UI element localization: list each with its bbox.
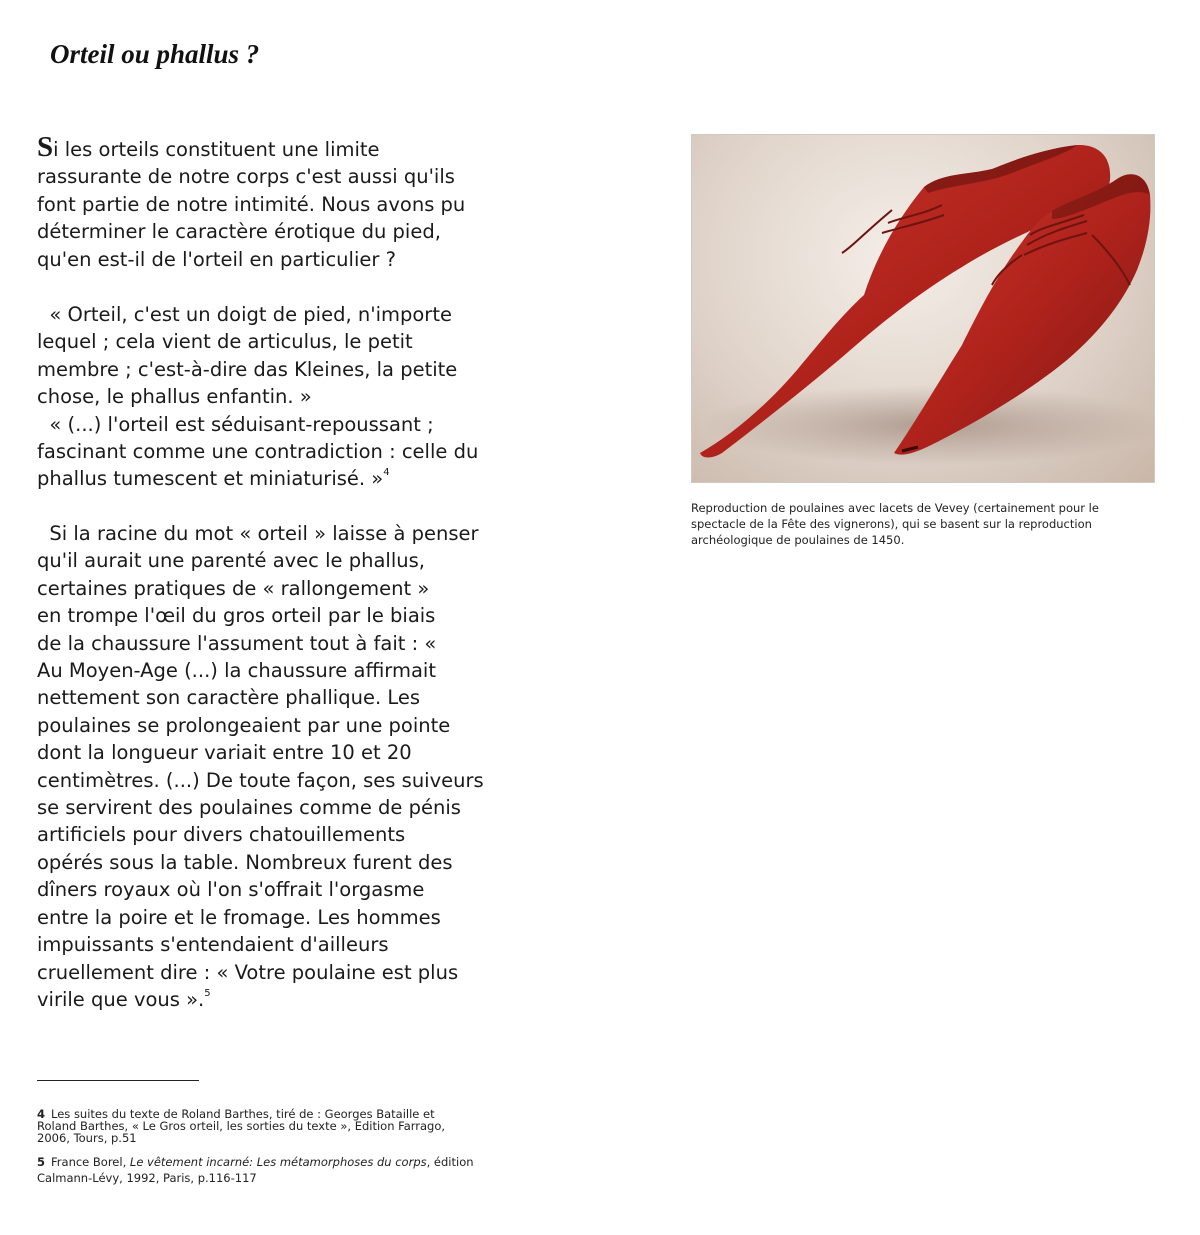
text-line: « (...) l'orteil est séduisant-repoussant ; [37, 412, 434, 436]
text-line [37, 465, 507, 492]
text-line [37, 986, 507, 1013]
text-line: Au Moyen-Age (...) la chaussure affirmait [37, 659, 436, 683]
footnote-number: 5 [37, 1155, 46, 1169]
paragraph-intro [37, 131, 507, 273]
text-line: dîners royaux où l'on s'offrait l'orgasme [37, 878, 425, 902]
text-line: déterminer le caractère érotique du pied, [37, 220, 441, 244]
text-line: « Orteil, c'est un doigt de pied, n'importe [37, 303, 452, 326]
text-line: en trompe l'œil du gros orteil par le biais [37, 604, 436, 628]
text-line: qu'en est-il de l'orteil en particulier ? [37, 247, 396, 271]
text-line-content: phallus tumescent et miniaturisé. » [37, 467, 384, 491]
text-line: se servirent des poulaines comme de pénis [37, 796, 461, 820]
footnote-text: Les suites du texte de Roland Barthes, tiré de : Georges Bataille et [51, 1107, 435, 1121]
paragraph-quote [37, 301, 507, 493]
drop-cap: S [37, 131, 54, 163]
footnote-ref-5[interactable]: 5 [204, 987, 211, 999]
text-line: centimètres. (...) De toute façon, ses suiveurs [37, 768, 484, 792]
footnote-line: Calmann-Lévy, 1992, Paris, p.116-117 [37, 1171, 257, 1185]
image-caption [691, 500, 1131, 548]
text-line: qu'il aurait une parenté avec le phallus, [37, 549, 425, 573]
text-line: opérés sous la table. Nombreux furent des [37, 850, 453, 874]
text-line-content: i les orteils constituent une limite [53, 138, 380, 161]
text-line: impuissants s'entendaient d'ailleurs [37, 933, 389, 957]
text-line: cruellement dire : « Votre poulaine est plus [37, 960, 459, 984]
text-line: nettement son caractère phallique. Les [37, 686, 421, 710]
footnote-line [37, 1154, 507, 1170]
footnote-book-title: Le vêtement incarné: Les métamorphoses du corps [129, 1155, 427, 1169]
footnote-line: Roland Barthes, « Le Gros orteil, les sorties du texte », Edition Farrago, [37, 1119, 446, 1133]
footnote-text: , édition [426, 1155, 474, 1169]
text-line-content: virile que vous ». [37, 987, 205, 1011]
footnote-number: 4 [37, 1107, 46, 1121]
text-line: artificiels pour divers chatouillements [37, 823, 406, 847]
footnote-text: France Borel, [51, 1155, 130, 1169]
text-line: rassurante de notre corps c'est aussi qu'ils [37, 165, 455, 189]
text-line: lequel ; cela vient de articulus, le petit [37, 330, 413, 354]
text-line: poulaines se prolongeaient par une pointe [37, 713, 451, 737]
text-line: fascinant comme une contradiction : celle du [37, 440, 479, 464]
footnote-ref-4[interactable]: 4 [383, 467, 390, 479]
caption-line: archéologique de poulaines de 1450. [691, 533, 905, 547]
poulaines-shoes-image [692, 135, 1154, 482]
poulaines-photo [691, 134, 1155, 483]
text-line: de la chaussure l'assument tout à fait : « [37, 631, 437, 655]
text-line: font partie de notre intimité. Nous avons pu [37, 192, 466, 216]
text-line [37, 131, 507, 163]
caption-line: spectacle de la Fête des vignerons), qui se basent sur la reproduction [691, 517, 1092, 531]
paragraph-poulaines [37, 520, 507, 1013]
caption-line: Reproduction de poulaines avec lacets de Vevey (certainement pour le [691, 501, 1099, 515]
footnote-line: 2006, Tours, p.51 [37, 1131, 137, 1145]
text-line: chose, le phallus enfantin. » [37, 385, 312, 409]
page-title: Orteil ou phallus ? [50, 39, 260, 69]
text-line: membre ; c'est-à-dire das Kleines, la petite [37, 357, 458, 381]
text-line: Si la racine du mot « orteil » laisse à penser [37, 522, 479, 545]
text-line: dont la longueur variait entre 10 et 20 [37, 741, 412, 765]
footnote-5 [37, 1154, 507, 1186]
footnote-4 [37, 1108, 507, 1144]
footnote-separator [37, 1080, 199, 1081]
text-line: entre la poire et le fromage. Les hommes [37, 905, 441, 929]
text-line: certaines pratiques de « rallongement » [37, 576, 430, 600]
